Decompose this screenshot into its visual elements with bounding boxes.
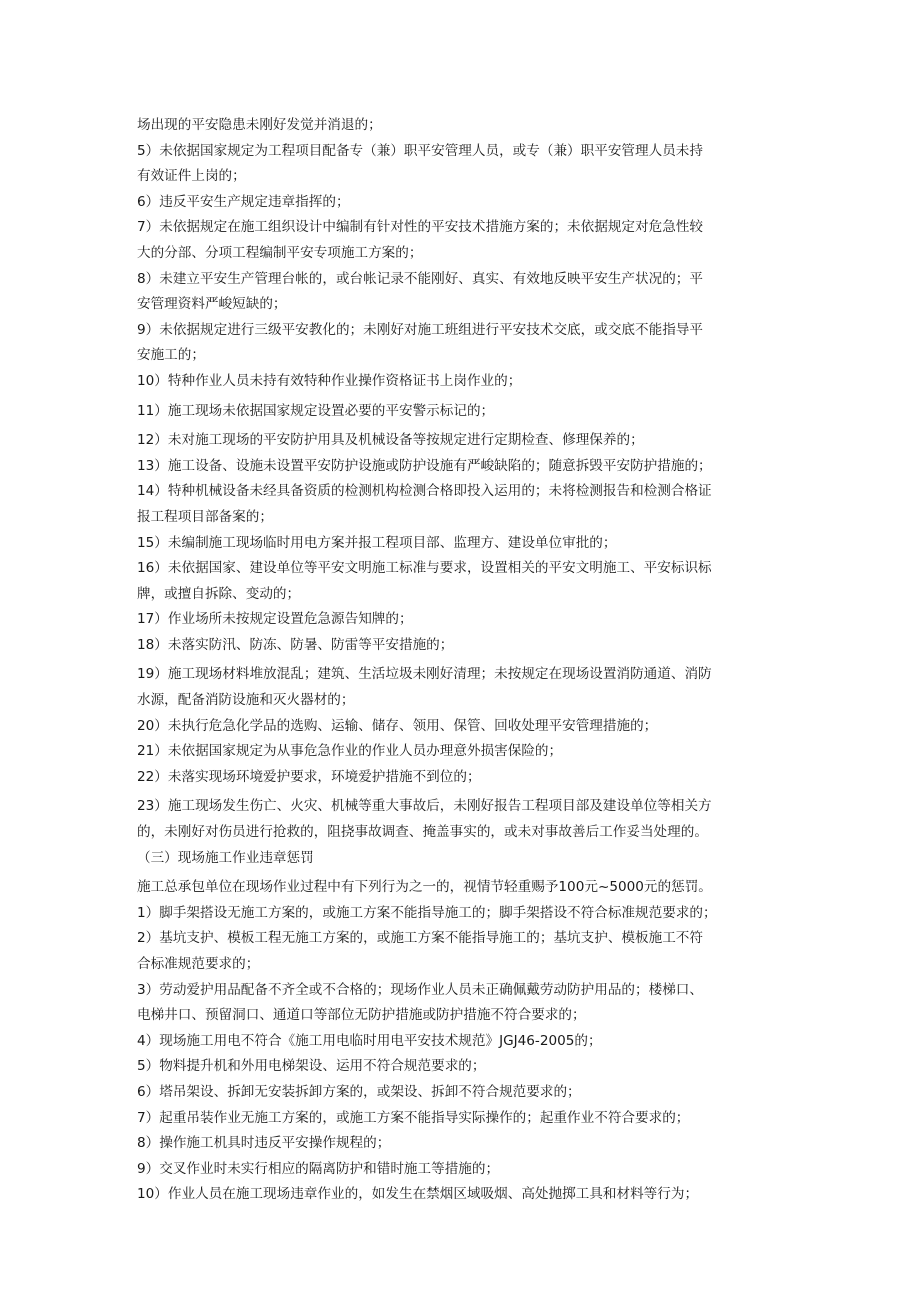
document-body — [137, 113, 787, 1208]
text-line: 23）施工现场发生伤亡、火灾、机械等重大事故后，未刚好报告工程项目部及建设单位等相关方 — [137, 798, 712, 815]
text-line: 报工程项目部备案的； — [137, 508, 273, 525]
text-line: 6）塔吊架设、拆卸无安装拆卸方案的，或架设、拆卸不符合规范要求的； — [137, 1083, 581, 1100]
text-line: 2）基坑支护、模板工程无施工方案的，或施工方案不能指导施工的；基坑支护、模板施工不符 — [137, 930, 703, 947]
text-line: 10）作业人员在施工现场违章作业的，如发生在禁烟区域吸烟、高处抛掷工具和材料等行为； — [137, 1186, 699, 1203]
text-line: 11）施工现场未依据国家规定设置必要的平安警示标记的； — [137, 402, 495, 419]
text-line: 16）未依据国家、建设单位等平安文明施工标准与要求，设置相关的平安文明施工、平安标识标 — [137, 560, 712, 577]
text-line: 安管理资料严峻短缺的； — [137, 296, 287, 313]
text-line: 7）未依据规定在施工组织设计中编制有针对性的平安技术措施方案的；未依据规定对危急性较 — [137, 219, 703, 236]
text-line: 8）未建立平安生产管理台帐的，或台帐记录不能刚好、真实、有效地反映平安生产状况的；平 — [137, 270, 703, 287]
text-line: 4）现场施工用电不符合《施工用电临时用电平安技术规范》JGJ46-2005的； — [137, 1032, 602, 1049]
text-line: 场出现的平安隐患未刚好发觉并消退的； — [137, 117, 382, 133]
text-line: 15）未编制施工现场临时用电方案并报工程项目部、监理方、建设单位审批的； — [137, 534, 617, 551]
text-line: 21）未依据国家规定为从事危急作业的作业人员办理意外损害保险的； — [137, 743, 563, 760]
text-line: 牌，或擅自拆除、变动的； — [137, 585, 301, 602]
section-heading: （三）现场施工作业违章惩罚 — [137, 849, 314, 866]
text-line: 3）劳动爱护用品配备不齐全或不合格的；现场作业人员未正确佩戴劳动防护用品的；楼梯口、 — [137, 981, 703, 998]
text-line: 6）违反平安生产规定违章指挥的； — [137, 193, 350, 210]
text-line: 14）特种机械设备未经具备资质的检测机构检测合格即投入运用的；未将检测报告和检测合格证 — [137, 483, 712, 500]
text-line: 7）起重吊装作业无施工方案的，或施工方案不能指导实际操作的；起重作业不符合要求的； — [137, 1109, 690, 1126]
text-line: 9）交叉作业时未实行相应的隔离防护和错时施工等措施的； — [137, 1160, 500, 1177]
text-line: 安施工的； — [137, 347, 205, 364]
text-line: 17）作业场所未按规定设置危急源告知牌的； — [137, 611, 413, 628]
text-line: 5）未依据国家规定为工程项目配备专（兼）职平安管理人员，或专（兼）职平安管理人员未持 — [137, 142, 703, 159]
text-line: 1）脚手架搭设无施工方案的，或施工方案不能指导施工的；脚手架搭设不符合标准规范要求的； — [137, 904, 717, 921]
text-line: 8）操作施工机具时违反平安操作规程的； — [137, 1135, 391, 1152]
text-line: 12）未对施工现场的平安防护用具及机械设备等按规定进行定期检查、修理保养的； — [137, 432, 644, 449]
text-line: 13）施工设备、设施未设置平安防护设施或防护设施有严峻缺陷的；随意拆毁平安防护措施的； — [137, 457, 712, 474]
text-line: 的，未刚好对伤员进行抢救的，阻挠事故调查、掩盖事实的，或未对事故善后工作妥当处理的。 — [137, 824, 708, 841]
text-line: 有效证件上岗的； — [137, 168, 246, 185]
text-line: 施工总承包单位在现场作业过程中有下列行为之一的，视情节轻重赐予100元~5000元的惩罚。 — [137, 879, 712, 896]
text-line: 合标准规范要求的； — [137, 956, 260, 972]
text-line: 大的分部、分项工程编制平安专项施工方案的； — [137, 244, 423, 261]
text-line: 19）施工现场材料堆放混乱；建筑、生活垃圾未刚好清理；未按规定在现场设置消防通道、消防 — [137, 666, 712, 683]
text-line: 18）未落实防汛、防冻、防暑、防雷等平安措施的； — [137, 636, 454, 653]
text-line: 5）物料提升机和外用电梯架设、运用不符合规范要求的； — [137, 1058, 486, 1075]
text-line: 20）未执行危急化学品的选购、运输、储存、领用、保管、回收处理平安管理措施的； — [137, 717, 658, 734]
text-line: 9）未依据规定进行三级平安教化的；未刚好对施工班组进行平安技术交底，或交底不能指导平 — [137, 321, 703, 338]
text-line: 水源，配备消防设施和灭火器材的； — [137, 692, 355, 709]
text-line: 22）未落实现场环境爱护要求，环境爱护措施不到位的； — [137, 768, 481, 785]
text-line: 电梯井口、预留洞口、通道口等部位无防护措施或防护措施不符合要求的； — [137, 1007, 586, 1024]
text-line: 10）特种作业人员未持有效特种作业操作资格证书上岗作业的； — [137, 372, 522, 389]
